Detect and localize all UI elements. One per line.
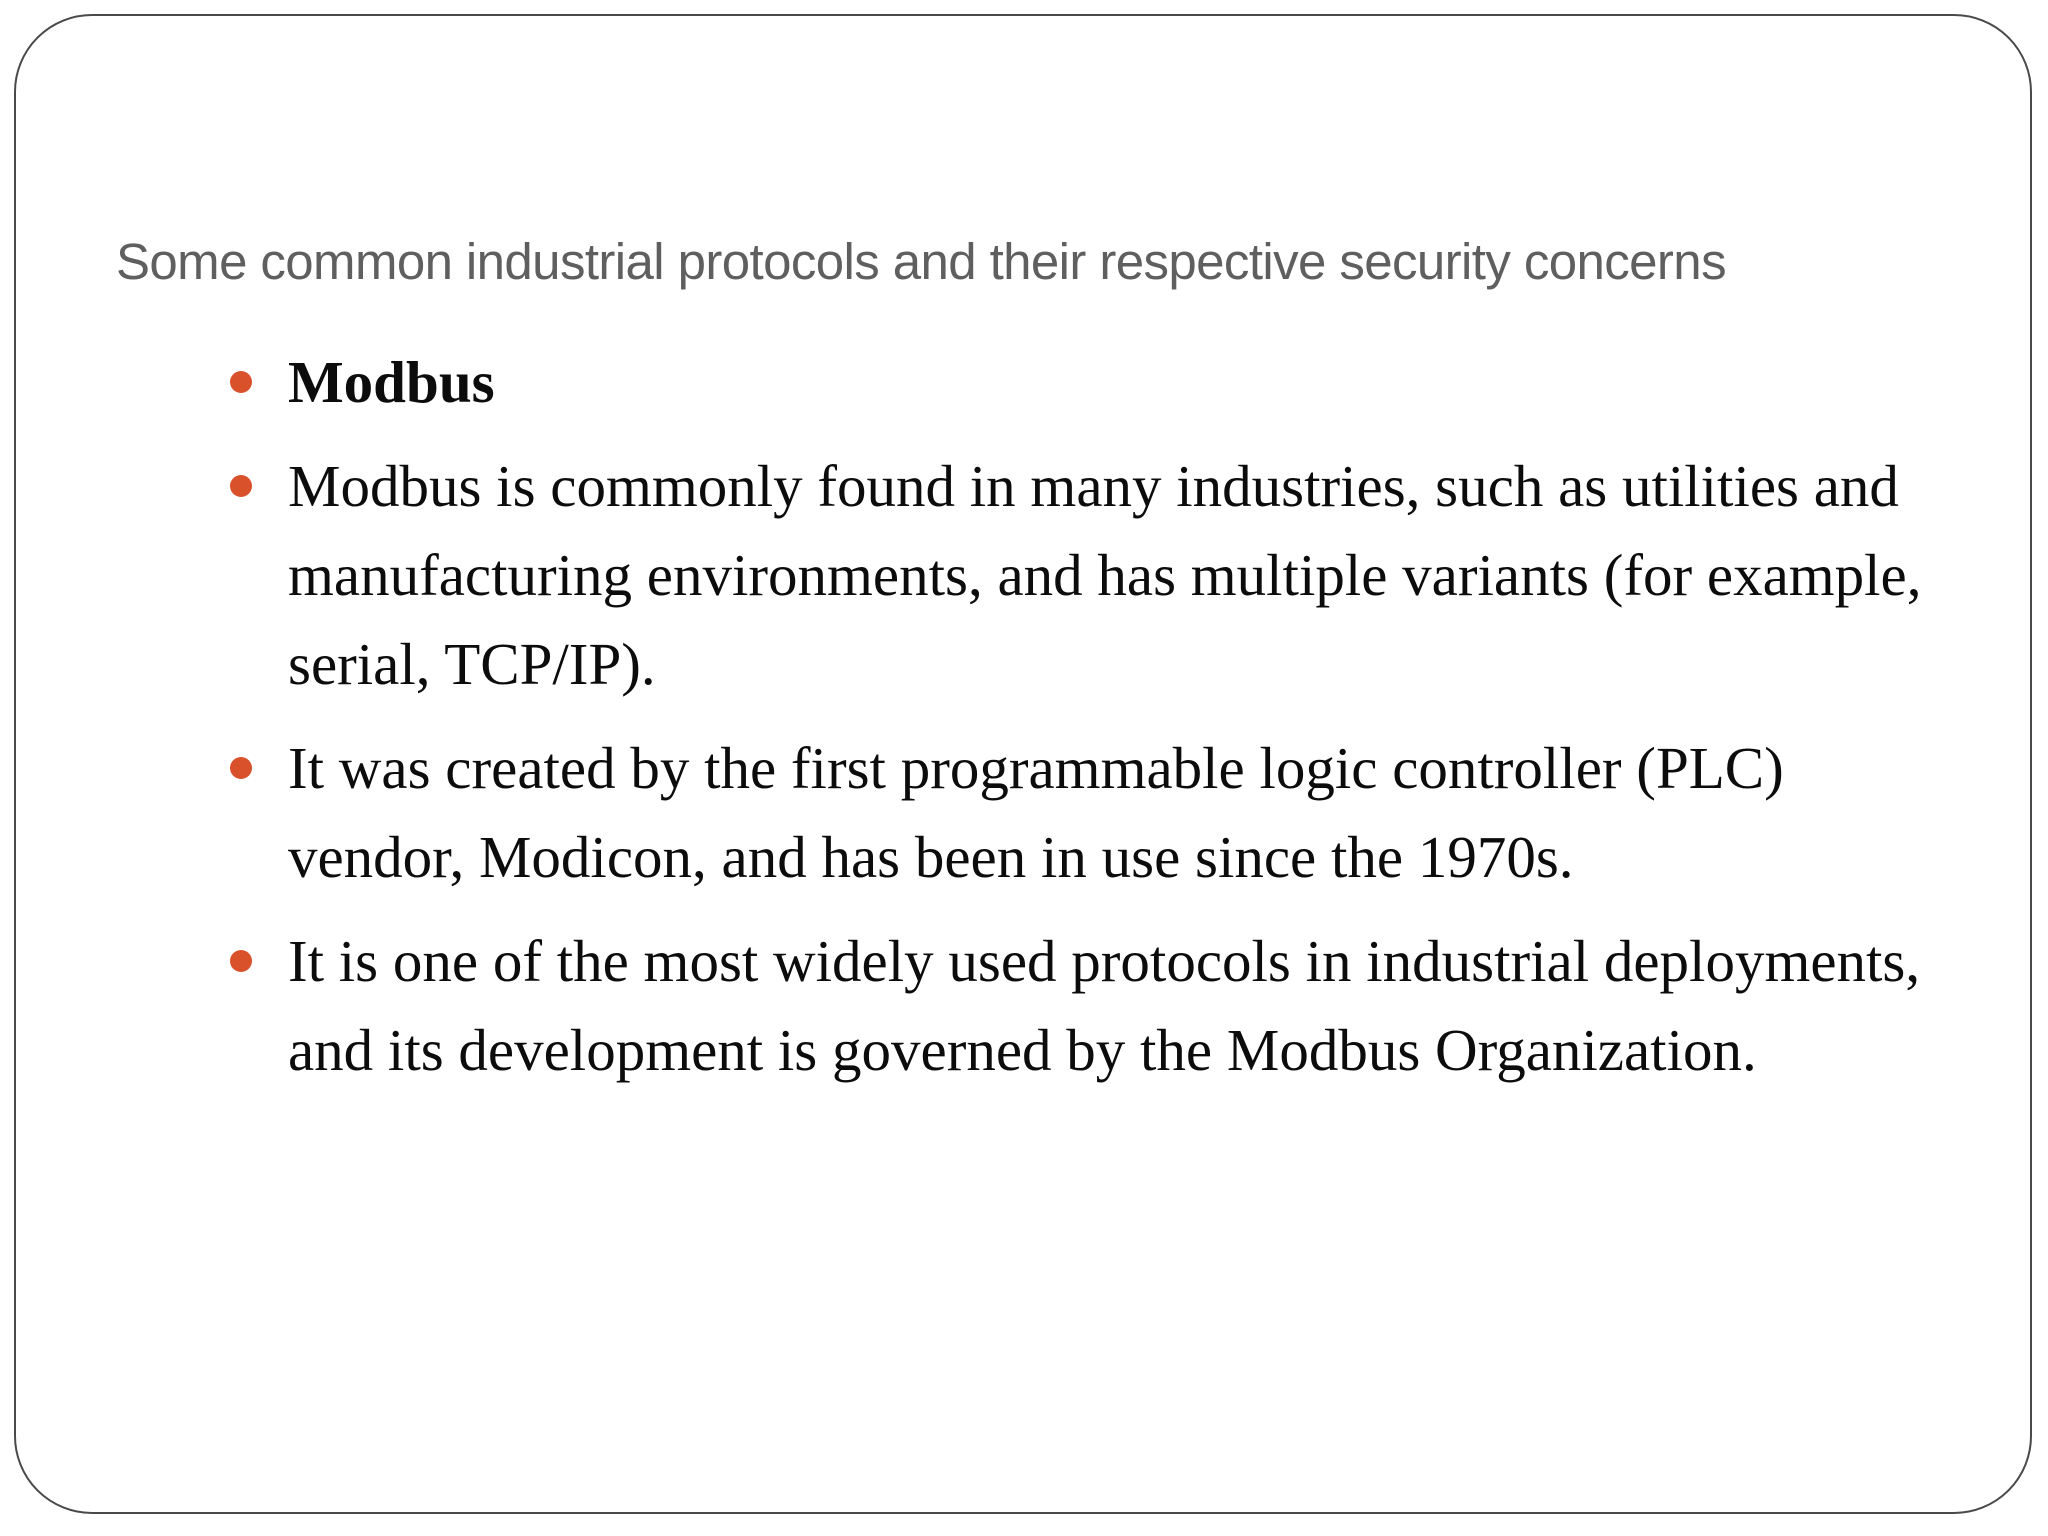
bullet-item-modbus-heading — [288, 338, 1948, 427]
bullet-text: It was created by the first programmable logic controller (PLC) vendor, Modicon, and has been in use since the 1970s. — [288, 735, 1784, 890]
bullet-text: Modbus — [288, 349, 495, 415]
bullet-item-governance — [288, 917, 1948, 1095]
bullet-dot-icon — [230, 475, 252, 497]
slide-title: Some common industrial protocols and their respective security concerns — [116, 233, 1726, 290]
bullet-dot-icon — [230, 950, 252, 972]
bullet-text: Modbus is commonly found in many industries, such as utilities and manufacturing environments, and has multiple variants (for example, serial, TCP/IP). — [288, 453, 1922, 697]
bullet-item-industries — [288, 442, 1948, 709]
bullet-dot-icon — [230, 371, 252, 393]
bullet-text: It is one of the most widely used protocols in industrial deployments, and its development is governed by the Modbus Organization. — [288, 928, 1921, 1083]
bullet-list — [288, 338, 1948, 1110]
bullet-dot-icon — [230, 757, 252, 779]
bullet-item-history — [288, 724, 1948, 902]
